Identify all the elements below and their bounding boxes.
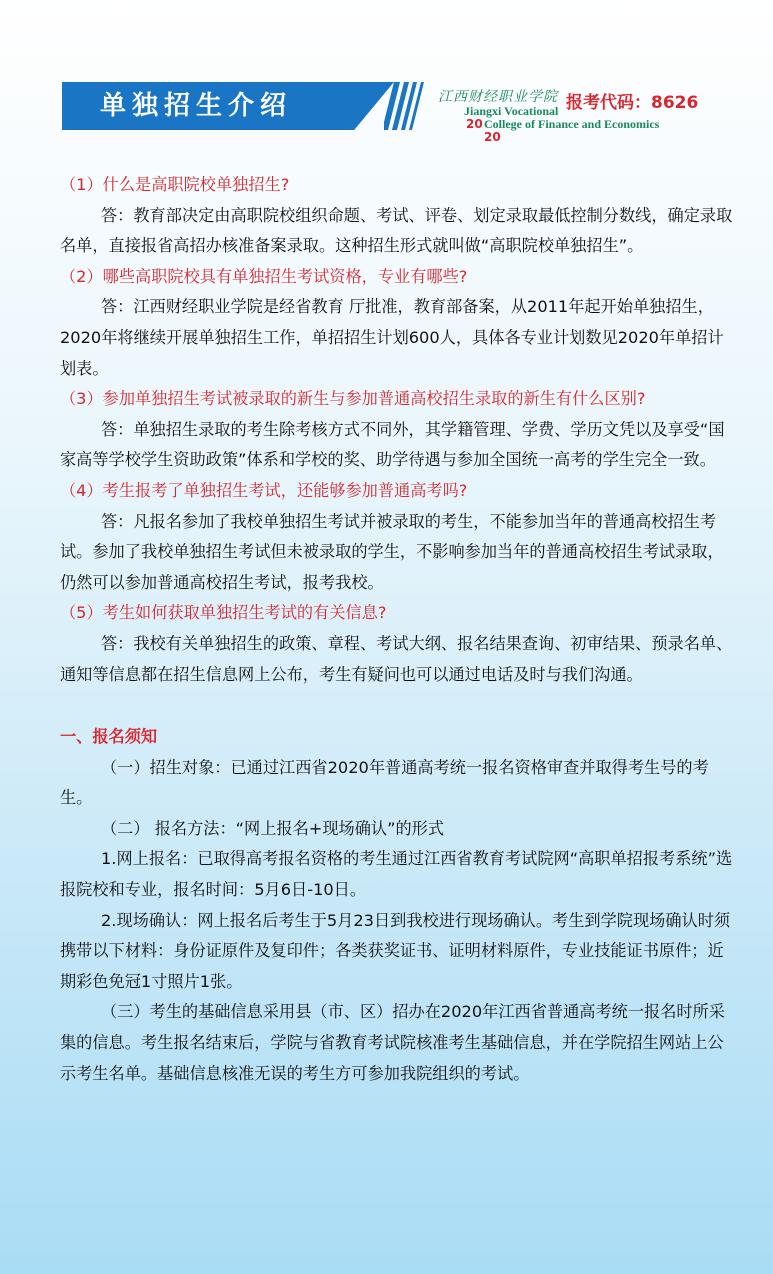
year-top: 20 (466, 117, 483, 131)
section-spacer (60, 690, 736, 722)
question-4: （4）考生报考了单独招生考试，还能够参加普通高考吗? (60, 480, 468, 500)
school-name-en-line1: Jiangxi Vocational (464, 104, 559, 118)
exam-code: 报考代码：8626 (566, 93, 699, 113)
school-name-en-line2: College of Finance and Economics (484, 117, 660, 131)
question-5: （5）考生如何获取单独招生考试的有关信息? (60, 603, 387, 623)
banner-stripes-icon (384, 82, 432, 130)
school-name-cn: 江西财经职业学院 (438, 89, 558, 105)
main-content (60, 170, 736, 1089)
notice-item-2: （二） 报名方法：“网上报名+现场确认”的形式 (101, 818, 445, 838)
notice-item-4: 2.现场确认：网上报名后考生于5月23日到我校进行现场确认。考生到学院现场确认时须携带以下材料：身份证原件及复印件；各类获奖证书、证明材料原件，专业技能证书原件；近期彩色免冠1寸照片1张。 (60, 910, 731, 991)
notice-item-5: （三）考生的基础信息采用县（市、区）招办在2020年江西省普通高考统一报名时所采集的信息。考生报名结束后，学院与省教育考试院核准考生基础信息，并在学院招生网站上公示考生名单。基础信息核准无误的考生方可参加我院组织的考试。 (60, 1002, 725, 1083)
question-2: （2）哪些高职院校具有单独招生考试资格，专业有哪些? (60, 266, 468, 286)
question-1: （1）什么是高职院校单独招生? (60, 175, 290, 194)
notice-item-1: （一）招生对象：已通过江西省2020年普通高考统一报名资格审查并取得考生号的考生。 (60, 757, 709, 808)
question-3: （3）参加单独招生考试被录取的新生与参加普通高校招生录取的新生有什么区别? (60, 389, 646, 409)
year-bottom: 20 (484, 130, 501, 144)
answer-2: 答：江西财经职业学院是经省教育 厅批准，教育部备案，从2011年起开始单独招生，2020年将继续开展单独招生工作，单招招生计划600人，具体各专业计划数见2020年单招计划表。 (60, 297, 724, 378)
answer-5: 答：我校有关单独招生的政策、章程、考试大纲、报名结果查询、初审结果、预录名单、通知等信息都在招生信息网上公布，考生有疑问也可以通过电话及时与我们沟通。 (60, 633, 733, 684)
answer-4: 答：凡报名参加了我校单独招生考试并被录取的考生，不能参加当年的普通高校招生考试。参加了我校单独招生考试但未被录取的学生，不影响参加当年的普通高校招生考试录取，仍然可以参加普通高校招生考试，报考我校。 (60, 511, 724, 592)
answer-1: 答：教育部决定由高职院校组织命题、考试、评卷、划定录取最低控制分数线，确定录取名单，直接报省高招办核准备案录取。这种招生形式就叫做“高职院校单独招生”。 (60, 205, 733, 256)
notice-item-3: 1.网上报名：已取得高考报名资格的考生通过江西省教育考试院网“高职单招报考系统”选报院校和专业，报名时间：5月6日-10日。 (60, 849, 733, 900)
answer-3: 答：单独招生录取的考生除考核方式不同外，其学籍管理、学费、学历文凭以及享受“国家高等学校学生资助政策”体系和学校的奖、助学待遇与参加全国统一高考的学生完全一致。 (60, 419, 725, 470)
page-title: 单独招生介绍 (100, 91, 293, 121)
notice-heading: 一、报名须知 (60, 727, 158, 747)
